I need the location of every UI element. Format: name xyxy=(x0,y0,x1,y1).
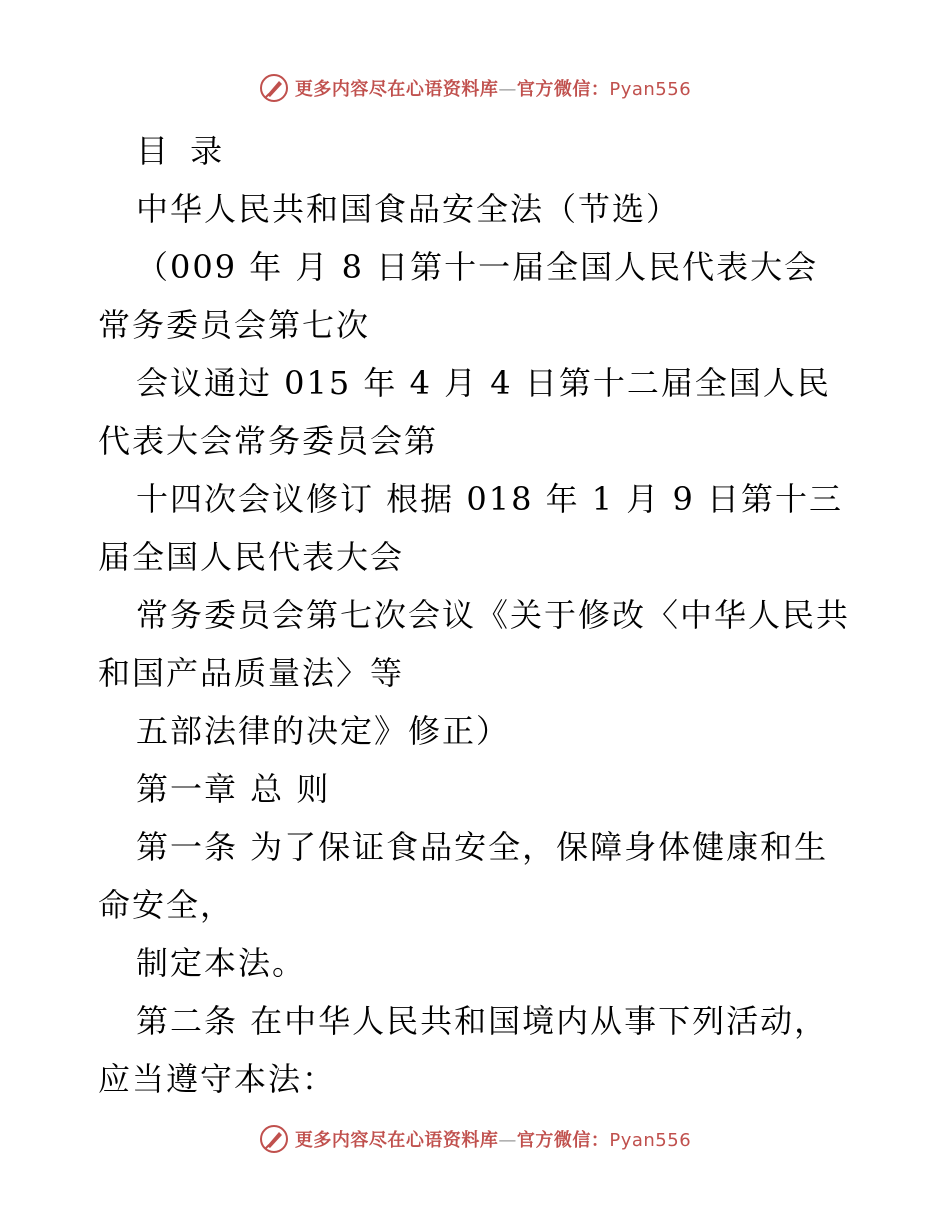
watermark-separator: — xyxy=(498,79,517,100)
text-line: 制定本法。 xyxy=(136,944,307,982)
document-body xyxy=(98,122,858,1108)
text-line: 会议通过 015 年 4 月 4 日第十二届全国人民 xyxy=(136,364,831,402)
feather-pen-logo-icon xyxy=(259,1124,289,1154)
watermark-wechat-id: Pyan556 xyxy=(609,1130,692,1151)
watermark-wechat-label: 官方微信： xyxy=(516,79,610,100)
feather-pen-logo-icon xyxy=(259,73,289,103)
footer-watermark xyxy=(0,1124,950,1154)
text-line: 和国产品质量法〉等 xyxy=(98,654,405,692)
article-line: 第二条 在中华人民共和国境内从事下列活动， xyxy=(136,1002,829,1040)
watermark-separator: — xyxy=(498,1130,517,1151)
text-line: 应当遵守本法： xyxy=(98,1060,337,1098)
text-line: 届全国人民代表大会 xyxy=(98,538,405,576)
text-line: 命安全， xyxy=(98,886,235,924)
watermark-wechat-label: 官方微信： xyxy=(516,1130,610,1151)
toc-heading: 目 录 xyxy=(136,132,229,170)
text-line: 常务委员会第七次会议《关于修改〈中华人民共 xyxy=(136,596,851,634)
chapter-heading: 第一章 总 则 xyxy=(136,770,331,808)
law-title: 中华人民共和国食品安全法（节选） xyxy=(136,190,681,228)
header-watermark xyxy=(0,73,950,103)
article-line: 第一条 为了保证食品安全，保障身体健康和生 xyxy=(136,828,829,866)
watermark-brand: 更多内容尽在心语资料库 xyxy=(294,79,499,100)
text-line: （009 年 月 8 日第十一届全国人民代表大会 xyxy=(136,248,819,286)
text-line: 五部法律的决定》修正） xyxy=(136,712,511,750)
watermark-brand: 更多内容尽在心语资料库 xyxy=(294,1130,499,1151)
text-line: 常务委员会第七次 xyxy=(98,306,371,344)
watermark-wechat-id: Pyan556 xyxy=(609,79,692,100)
text-line: 代表大会常务委员会第 xyxy=(98,422,439,460)
text-line: 十四次会议修订 根据 018 年 1 月 9 日第十三 xyxy=(136,480,844,518)
